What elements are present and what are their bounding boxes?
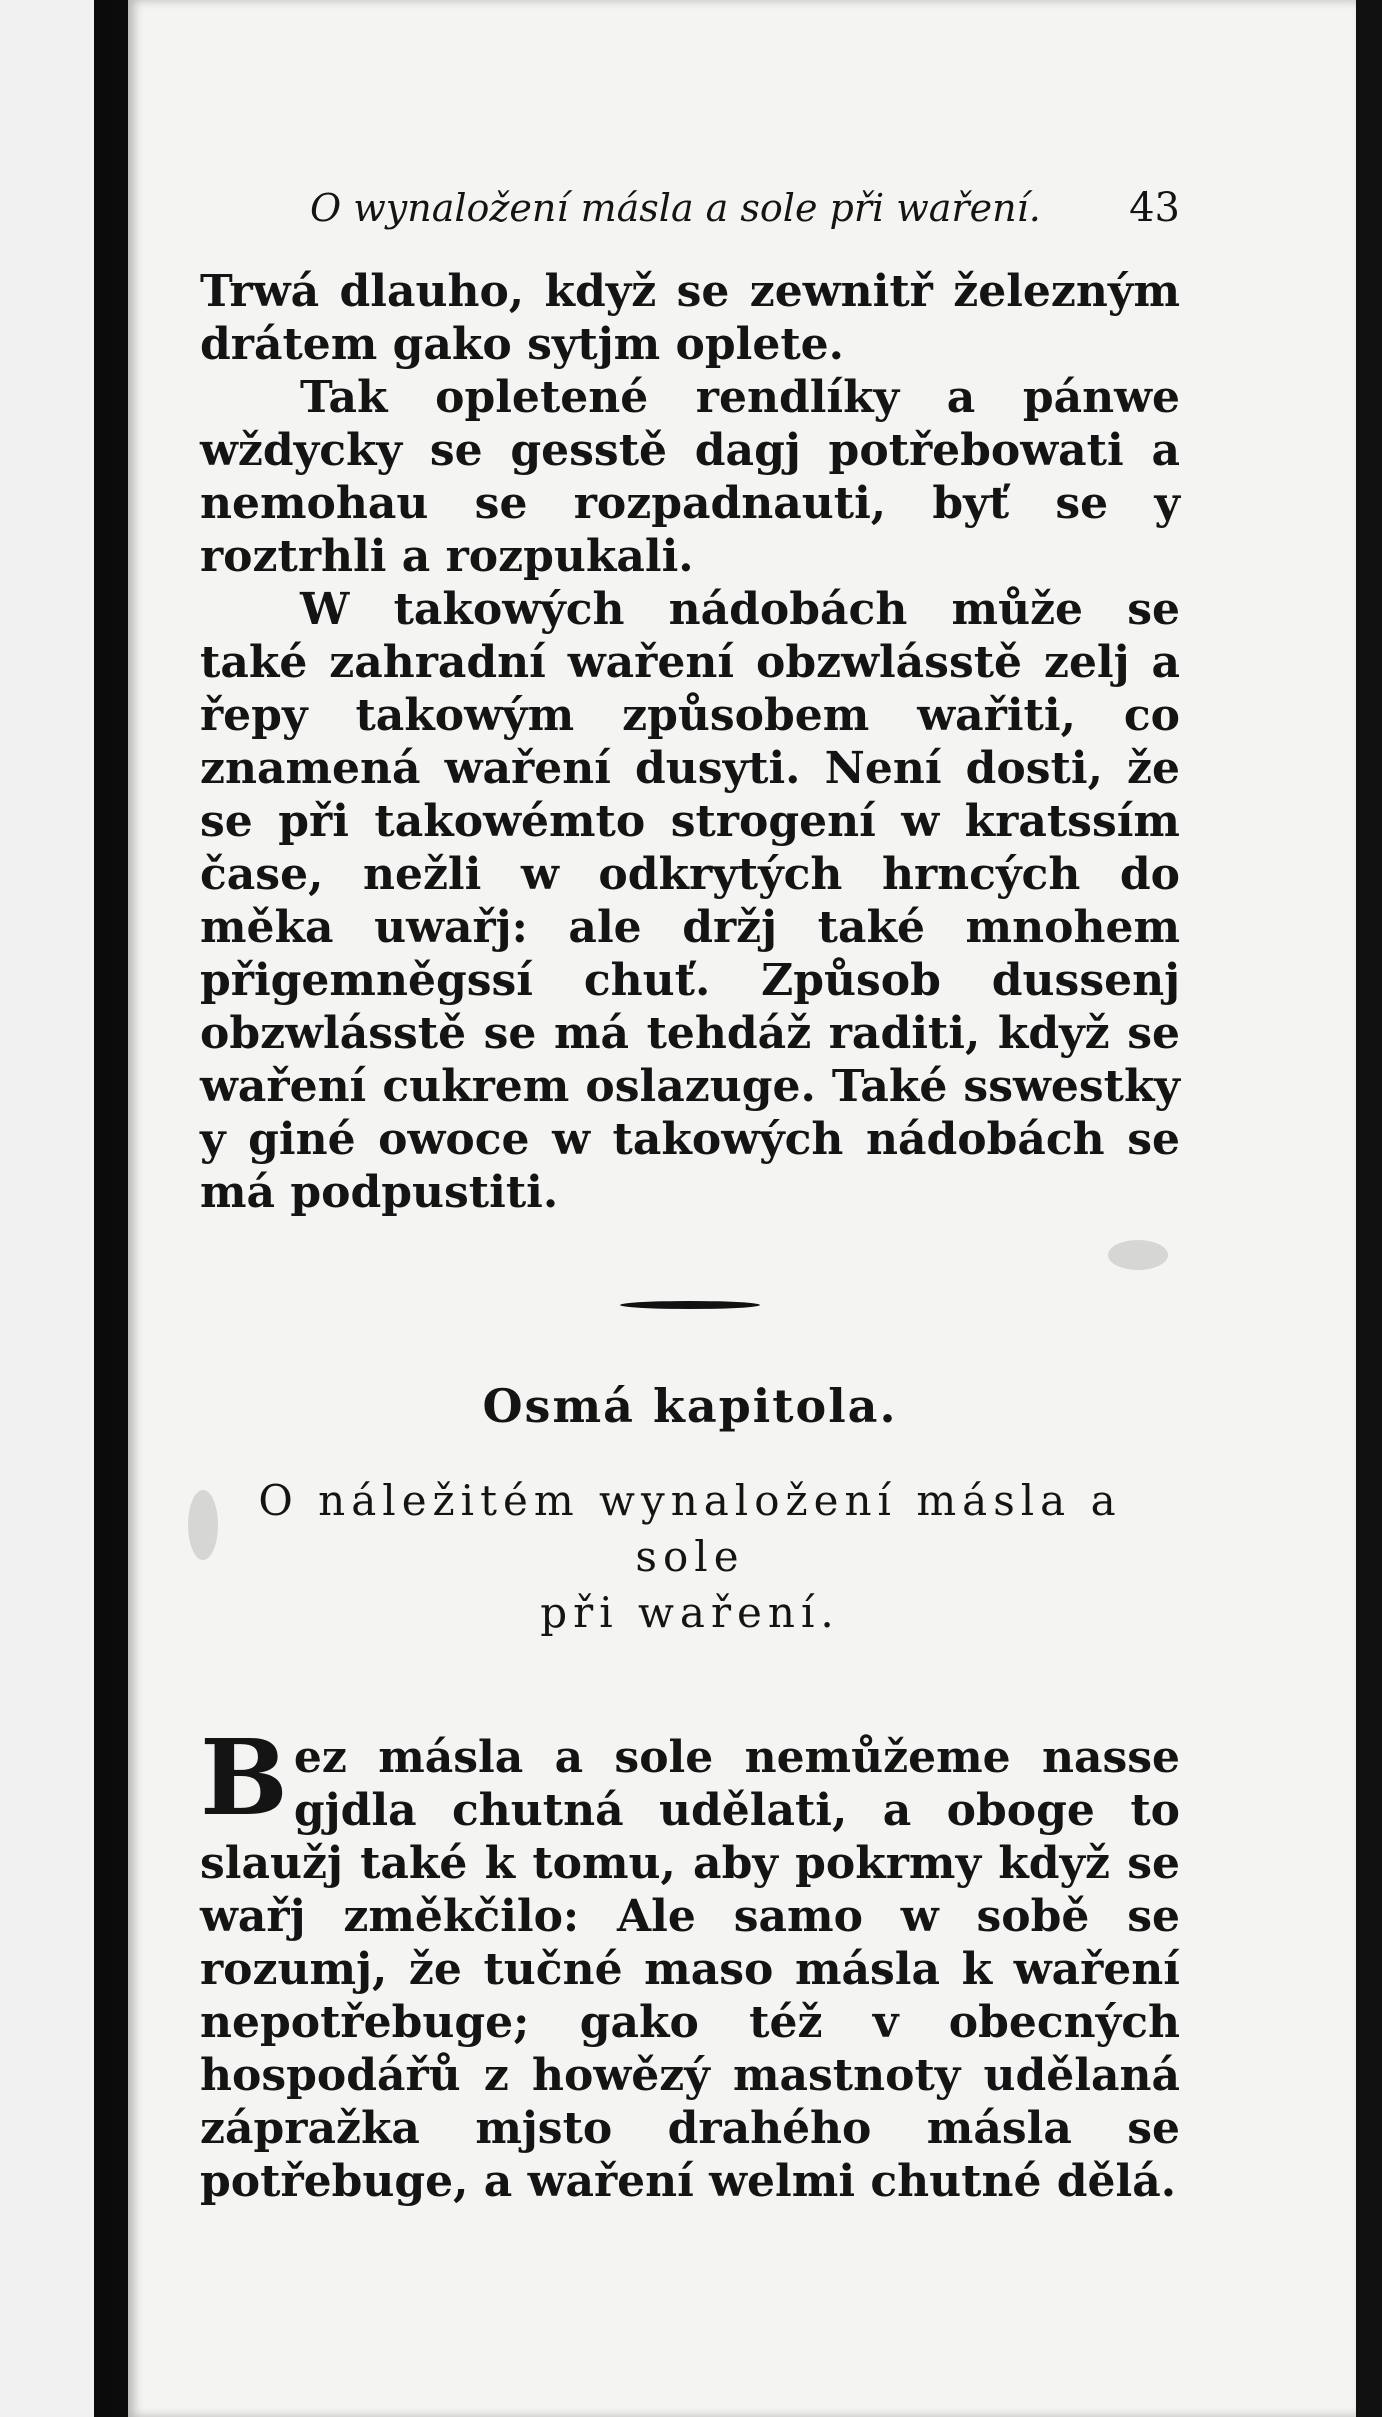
drop-cap: B <box>200 1716 288 1839</box>
chapter-opening-paragraph <box>200 1716 1180 2208</box>
chapter-subtitle-line: O náležitém wynaložení másla a sole <box>258 1476 1122 1581</box>
chapter-subtitle <box>200 1473 1180 1641</box>
running-title: O wynaložení másla a sole při waření. <box>310 186 1041 230</box>
paragraph-text: ez másla a sole nemůžeme nasse gjdla chutná udělati, a oboge to slaužj také k tomu, aby pokrmy když se wařj změkčilo: Ale samo w sobě se rozumj, že tučné maso másla k waření nepotřebuge; gako též v obecných hospodářů z howězý mastnoty udělaná zápražka mjsto drahého másla se potřebuge, a waření welmi chutné dělá. <box>200 1732 1180 2207</box>
chapter-subtitle-line: při waření. <box>540 1588 840 1637</box>
section-divider <box>620 1301 760 1309</box>
book-edge <box>1356 0 1382 2417</box>
running-header <box>200 185 1180 231</box>
page-content <box>200 185 1180 2208</box>
paragraph: Tak opletené rendlíky a pánwe wždycky se gesstě dagj potřebowati a nemohau se rozpadnauti, byť se y roztrhli a rozpukali. <box>200 372 1180 582</box>
previous-page-edge <box>0 0 112 2417</box>
chapter-title: Osmá kapitola. <box>482 1379 898 1433</box>
paragraph: Trwá dlauho, když se zewnitř železným drátem gako sytjm oplete. <box>200 266 1180 370</box>
paragraph: W takowých nádobách může se také zahradní waření obzwlásstě zelj a řepy takowým způsobem wařiti, co znamená waření dusyti. Není dosti, že se při takowémto strogení w kratssím čase, nežli w odkrytých hrncých do měka uwařj: ale držj také mnohem přigemněgssí chuť. Způsob dussenj obzwlásstě se má tehdáž raditi, když se waření cukrem oslazuge. Také sswestky y giné owoce w takowých nádobách se má podpustiti. <box>200 584 1180 1218</box>
page-number: 43 <box>1129 185 1180 231</box>
